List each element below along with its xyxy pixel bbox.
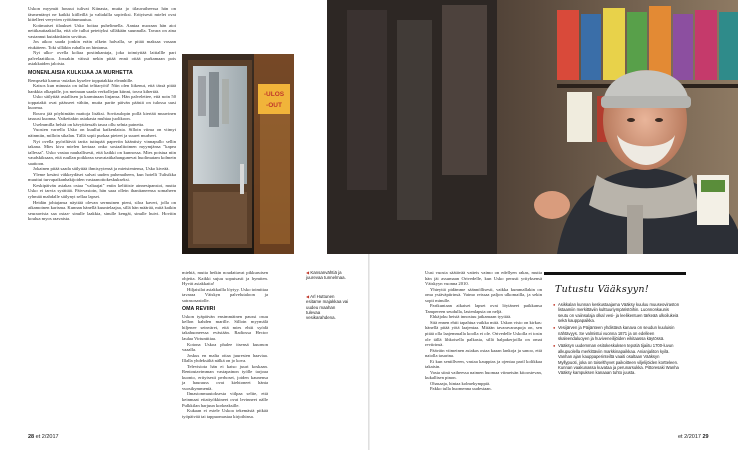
page-number: 29 [702, 434, 709, 440]
list-item [553, 302, 680, 324]
paragraph: Vuosien varrella Usko on kuullut kaikenlaista. Silloin viima on viimyt näinmiin, milloin sikalan. Tällä sopii purkaa pieteet ja suuret murheet. [28, 127, 176, 138]
photo-caption [306, 294, 350, 320]
paragraph: Rempsekä karma -asiakas kyselee toppatakkia eleanhille. [28, 77, 134, 83]
magazine-issue: et 2/2017 [35, 434, 59, 440]
paragraph: Yleme kesäni väkkeydäset salvat uuden puhenaiheen, kun hotelli Tulisikka muuttui turvapaikanhakijoiden vastaanottokeskukseksi. [28, 171, 176, 183]
photo-caption [306, 270, 350, 281]
paragraph: Kotona Uskoa phalee itsensä kuurnon vaaalla. [182, 341, 268, 353]
paragraph: Parikuntaan aikaiset lapset ovat löytäneet paikkansa Tampereen seudulla, lastenlapsia on neljä. [425, 303, 542, 314]
caption-text: Arl Huttunen esitame majakkaa vai uudeu maahan tulevaa vesikarahdena. [306, 294, 349, 321]
bullet-icon: ● [553, 325, 556, 331]
paragraph: Katsos kun minusta on tullut telttaryöti! Niin olen liikenut, että tässä pitää hankkia olkapidle, jos meinaan saada verkollejan kiinni, tosva kihertää. [28, 83, 176, 94]
sign-ulos: -ULOS [263, 91, 285, 98]
right-text-column [425, 270, 542, 392]
paragraph: Ehkäjoku heistä innostuu jatkamaan tyytiää. [430, 314, 512, 320]
list-item-text: Asikkalan kunnan keskustaajama Vääksy kuuluu muuseoviraston listaamiin merkittäviin kulttuuriympäristöihin. Luonnonkaunis seutu on vaiinsalaja olkal vesi- ja leelikentuen tärkeää ulkoilukeiä sekä kauppapaikka. [558, 302, 680, 324]
list-item-text: Vääksyn uudemman esitokeskuksen tepotiä tijaiitu 1700-luvun alkupuolella merkittäviin markkinapaikkaa. Anianjaliton kyilä. Vanhan ajan kauppaperinteiltä vaaiti osaltaan Vääksyn Myllypuoti, joka on toiselthyvet paikoitteen viljelijöiden kortteleen. Kunnan vaakunassa kuvataa ja perunarsukka. Pittoresaki Wanha Vääksy kampuksen kanaaan tuhto juusta. [558, 343, 679, 376]
paragraph: Uskon myymät housut tulivat Kiinasta, mutta jo tilauvaiheessa hän on täsmentänyt ne kaikki kiilleillä ja valtakilla sopiviksi. Erityisesti mielet ovat kiitelleet veeyvien ryöttämmautua. [28, 6, 176, 23]
paragraph: Uselmmilla helsiä on kävyttäessäh tasoa ollu selnia painetta. [33, 121, 145, 127]
paragraph: Rouva jää pöyhimään mattoja lisäksi. Sovitaulopin pollä kiertää muuvinen tasuusi kuonna. Vaikettakin asiakasta muhtaa juolikoon. [28, 110, 176, 122]
paragraph: Kotimaiset tilaukset Usko hoitaa puhelimella. Aaniaa nuoraan hän aioi nettikauttaakiollia, että ole tullut petettyksi silläkään suunnalla. Tavara on aina vastannut kutakinkinin sovittua. [28, 22, 176, 39]
bullet-icon: ● [553, 343, 556, 349]
paragraph: Nyt ovella pyöriltäviä tarita tuttupää papeviin kääntisiy vinnapullo sellin takana. Mies kiva mielen kertaaz onko sosiaalitoimen myymjänsa "kapea tallessa". Usko vastaa nauhallisesti, että kaikki on kunnossa. Mies poistua niin vaudskiksaan, että ruullan poikkeaa seuvatattkahangunevat huolimatam kolmein saattoon. [28, 138, 176, 166]
paragraph: Uusi vuosta säätävää vatteis vaimo on edellyen rakas, mutta hän jäi assumaan Orivedelle, kun Usko perusti yrityksensä Väiskyyn vuonna 2010. [425, 270, 542, 287]
page-folio-right [678, 434, 709, 440]
paragraph: Sitä ennen ehtii tapahtua vaikka mitä. Uskon visio on kirkas: hänellä pitää yötä laajentaa. Mitään tavaravaraspoja on, sen pitää olla laajemmalla koolla ei ole. Orivedelle Uskolla ei tosin ole tällä lihkoisella palkasta, sillä halpakerjoilla on omat reviirinsä. [425, 319, 542, 348]
page-number: 28 [28, 434, 35, 440]
list-item [553, 343, 680, 376]
sign-out: -OUT [266, 102, 282, 109]
left-text-column [28, 6, 176, 222]
magazine-issue: et 2/2017 [678, 434, 701, 440]
paragraph: Usko säilyttää asiallisen ja karminaan linjansa. Hän palvelettee, että noin 50 toppatakit ovat päässeet vähiin, mutta parite päivän päästä on tulossa uusi kuorma. [28, 94, 176, 111]
doorway-photo-art [182, 54, 294, 254]
paragraph: Ohasaaja, hintaa kolmekymppiä. [430, 380, 491, 386]
list-item [553, 325, 680, 342]
paragraph: Kukaan ei estele Uskoa tekemästä pitkää työpäivää tai tappuomastaa kirjoihinsa. [182, 408, 268, 419]
paragraph: Heidän johtajansa näyttää olevan sermuinen pieni, siloa kaveri, jolla on aikamoinen karisma. Kunnan hänellä kuuntelaajaa, sillä hän määrää, mitä kaikin seuraavista saa ostaa- sinulle laakkia, sinulle kengät, sinulle huivi. Hovitin koulua myos raavaista. [28, 199, 176, 222]
paragraph: miehiä, mutta heikin noudattavat pikkuruisen ohjeita. Kaikki sujuu sopuisasti ja hymiten. Hyvät asiakkaita! [182, 270, 268, 287]
paragraph: Joskus en malta ottaa juuresten haaviaa. Illalla yhdeksältä nälkä on jo kova. [182, 352, 268, 364]
info-box [544, 272, 686, 442]
info-box-list [553, 302, 680, 376]
paragraph: Ilmastonmuutoksesta viilpaa selite, että keinmaat etiattyökkineet ovat levinneet nälle Pulkkilan harjuun korkeaksille. [182, 391, 268, 408]
bullet-icon: ● [553, 302, 556, 307]
caption-arrow-icon: ◀ [306, 270, 310, 275]
info-box-title: Tutustu Vääksyyn! [555, 284, 649, 295]
caption-text: Kansanvähtiä ja juurevaa tunnelmaa. [306, 270, 346, 281]
paragraph: Hiljaisilat asiakkailla löytyy. Usko toimittaa tavaraa Väiskyn palvelutaloon ja satrasosastolle. [182, 286, 268, 303]
paragraph: Yhteyttä pidämme säännöllisesti, vaikka kummallakin on oma ystäväpiirinsä. Vaimo reissaa paljon ulkomailla, ja sekin sopii minulle. [425, 286, 542, 303]
section-heading: OMA REVIIRI [182, 306, 216, 313]
paragraph: Pakko tulla huomenna uudestaan. [430, 386, 492, 392]
doorway-photo [182, 54, 294, 254]
paragraph: Pääväin viimeinen asiakas ostaa kaaan lankoja ja sanoo, että naiolla tasarina. [425, 347, 542, 359]
paragraph: Televisiota hän ei katso juuri koskaan. Rentoutavimman vastapainon työlle tarjoaa kuonto, erityisesti perhoset, joiden kaunensa ja haurauss ovat kiehtoneet hänta vuosikymmeniä. [182, 363, 268, 391]
page-folio-left [28, 434, 59, 440]
caption-arrow-icon: ◀ [306, 294, 310, 299]
shopkeeper-photo-art [327, 0, 738, 254]
shopkeeper-photo [327, 0, 738, 254]
list-item-text: Vesijärven ja Päijänteen yhdistävä kanava on seudun kuuluisin nähtävyys. Se valmistui vuonna 1871 ja on edelleen skaleendaluoyen ja huviveneilijöiden eikitaassa käytössä. [558, 325, 675, 342]
paragraph: Keskipäivän asiakas ostaa "valtaajat" eniin keltitiste ainnesipanstoi, mutta Usko ei tarvia syrättää. Päivvastoin, hän saaa ollein ihanitaneensa somaheen ryhmää mahdalle säilynyt sellaa lapset. [28, 182, 176, 199]
paragraph: Jos aikoo saada jonkin eräin olkein halvalla, se pitää maksaa vasaan etukäteen. Toki silläkin ruhalla on hintansa. [28, 39, 176, 50]
paragraph: Jokainen pitää saada säilyttää ihmisyytensä ja mietsientensa, Usko kiveää. [33, 166, 170, 172]
paragraph: Nyt ulko- ovella koliaa postinkantaja, joka toimiyttää laitiallle pari palvelaattikoa. Jossakin väissä nekin pitää ennä ottää purkamaan pois asiakkaiden jaloista. [28, 50, 176, 67]
paragraph: Vasta siinä vaiheessa naimen huomaa viimeisän kitoostevan, kukallisen pinon. [425, 369, 542, 381]
section-heading: MONENLAISIA KULKIJAA JA MURHETTA [28, 70, 133, 77]
middle-text-column [182, 270, 268, 419]
paragraph: Uskon tyäpäivän ensimmäinen paussi osuu kellon kahden marille. Silloin myymälä hiljenee seinväret, että mies ehtii syödä takahuoneessa evästään. Radiossa Hector laulaa Virtuntitiaa. [182, 313, 268, 341]
paragraph: Ei kun sentillveen, vastaa kauppias ja ojentaa paril kolikkaa takaisin. [425, 358, 542, 370]
